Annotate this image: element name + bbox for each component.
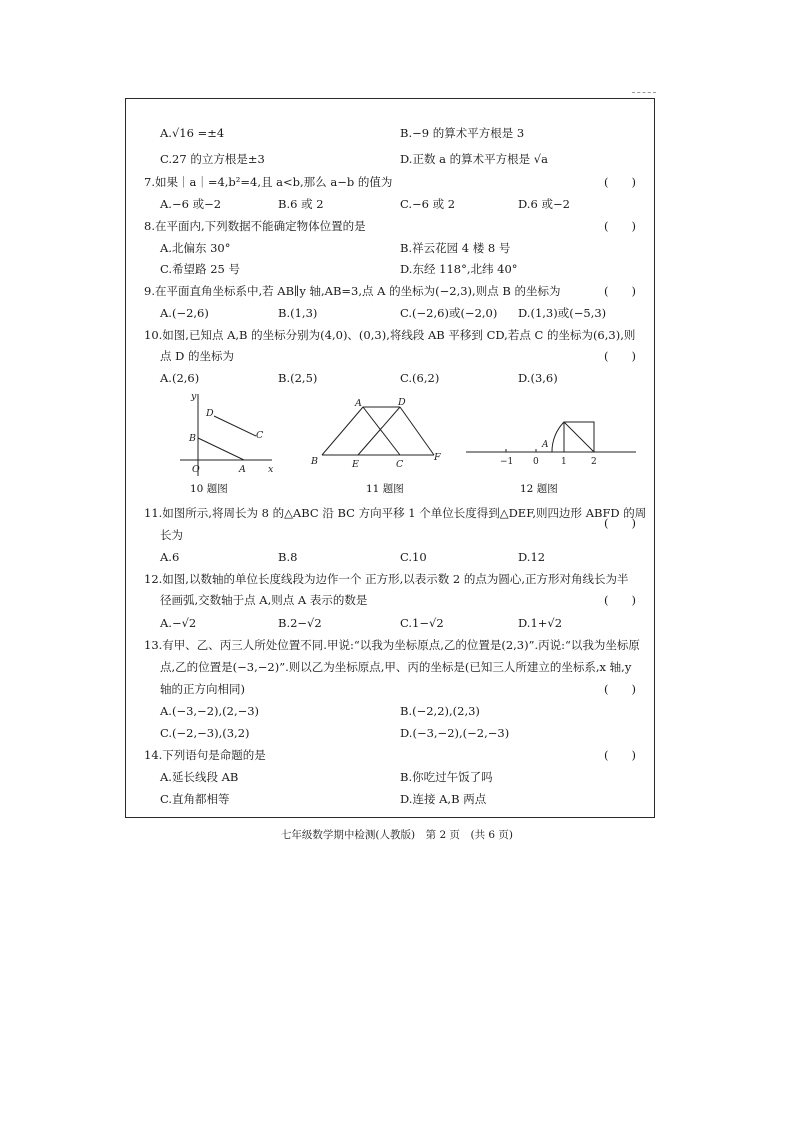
q12-text-1: 12.如图,以数轴的单位长度线段为边作一个 正方形,以表示数 2 的点为圆心,正方形对角线长为半	[144, 572, 629, 586]
q10-text-2: 点 D 的坐标为	[160, 349, 235, 363]
q7-text: 7.如果｜a｜=4,b²=4,且 a<b,那么 a−b 的值为	[144, 175, 393, 189]
q6-option-a[interactable]: A.√16 =±4	[160, 126, 225, 140]
q13-stem-line-3	[160, 678, 642, 700]
figures-svg	[160, 388, 642, 498]
f10-segment-dc	[214, 416, 256, 436]
q8-stem	[144, 215, 642, 237]
page-footer: 七年级数学期中检测(人教版) 第 2 页 (共 6 页)	[280, 829, 514, 841]
q10-text-1: 10.如图,已知点 A,B 的坐标分别为(4,0)、(0,3),将线段 AB 平移到 CD,若点 C 的坐标为(6,3),则	[144, 328, 636, 342]
q6-options-row-2	[160, 148, 642, 170]
q11-options	[160, 546, 642, 568]
q13-option-d[interactable]: D.(−3,−2),(−2,−3)	[400, 726, 510, 740]
q10-stem-line-2	[160, 345, 642, 367]
q13-text-2: 点,乙的位置是(−3,−2)”.则以乙为坐标原点,甲、丙的坐标是(已知三人所建立的坐标系,x 轴,y	[160, 660, 632, 674]
q13-stem-line-1	[144, 634, 642, 656]
q13-options-row-2	[160, 722, 642, 744]
q11-stem-line-2	[160, 516, 642, 546]
q14-option-b[interactable]: B.你吃过午饭了吗	[400, 770, 493, 784]
q10-option-c[interactable]: C.(6,2)	[400, 371, 440, 385]
q10-answer-blank[interactable]: ( )	[604, 349, 636, 363]
q11-answer-blank[interactable]: ( )	[604, 516, 636, 530]
q8-text: 8.在平面内,下列数据不能确定物体位置的是	[144, 219, 366, 233]
q12-stem-line-1	[144, 568, 642, 590]
q12-option-c[interactable]: C.1−√2	[400, 616, 444, 630]
q9-text: 9.在平面直角坐标系中,若 AB∥y 轴,AB=3,点 A 的坐标为(−2,3),则点 B 的坐标为	[144, 284, 561, 298]
q14-options-row-1	[160, 766, 642, 788]
f12-label-minus-one: −1	[500, 457, 514, 467]
f10-label-b: B	[189, 433, 196, 444]
q13-option-b[interactable]: B.(−2,2),(2,3)	[400, 704, 480, 718]
q11-option-a[interactable]: A.6	[160, 550, 180, 564]
q6-option-d[interactable]: D.正数 a 的算术平方根是 √a	[400, 152, 548, 166]
q6-option-b[interactable]: B.−9 的算术平方根是 3	[400, 126, 525, 140]
q7-option-b[interactable]: B.6 或 2	[278, 197, 324, 211]
f11-side-ed	[358, 407, 400, 455]
q11-option-d[interactable]: D.12	[518, 550, 546, 564]
q12-option-d[interactable]: D.1+√2	[518, 616, 563, 630]
q13-text-3: 轴的正方向相同)	[160, 682, 245, 696]
f11-label-d: D	[398, 397, 406, 408]
q9-option-a[interactable]: A.(−2,6)	[160, 306, 209, 320]
f11-label-a: A	[355, 398, 362, 409]
f12-caption: 12 题图	[520, 483, 558, 495]
f12-label-two: 2	[591, 457, 597, 467]
f11-label-f: F	[434, 452, 441, 463]
q12-options	[160, 612, 642, 634]
figures-row	[160, 388, 642, 498]
q11-stem-line-1	[144, 502, 647, 524]
f10-label-o: O	[192, 464, 200, 475]
figure-12	[466, 422, 636, 452]
q9-option-d[interactable]: D.(1,3)或(−5,3)	[518, 306, 607, 320]
q10-stem-line-1	[144, 324, 642, 346]
f10-label-y: y	[191, 391, 197, 402]
q13-stem-line-2	[160, 656, 642, 678]
q9-stem	[144, 280, 642, 302]
q14-option-a[interactable]: A.延长线段 AB	[160, 770, 239, 784]
f10-label-a: A	[239, 464, 246, 475]
q7-options	[160, 193, 642, 215]
q10-option-a[interactable]: A.(2,6)	[160, 371, 200, 385]
q10-options	[160, 367, 642, 389]
q7-option-c[interactable]: C.−6 或 2	[400, 197, 456, 211]
q7-stem	[144, 171, 642, 193]
q11-text-1: 11.如图所示,将周长为 8 的△ABC 沿 BC 方向平移 1 个单位长度得到△DEF,则四边形 ABFD 的周	[144, 506, 647, 520]
q9-options	[160, 302, 642, 324]
f12-label-zero: 0	[533, 457, 539, 467]
q14-answer-blank[interactable]: ( )	[604, 748, 636, 762]
q12-stem-line-2	[160, 589, 642, 611]
f12-label-one: 1	[561, 457, 567, 467]
q13-answer-blank[interactable]: ( )	[604, 682, 636, 696]
f11-label-c: C	[396, 459, 404, 470]
q13-option-a[interactable]: A.(−3,−2),(2,−3)	[160, 704, 260, 718]
f11-side-df	[400, 407, 434, 455]
q6-option-c[interactable]: C.27 的立方根是±3	[160, 152, 265, 166]
q14-stem	[144, 744, 642, 766]
q8-options-row-2	[160, 258, 642, 280]
q6-options-row-1	[160, 122, 642, 144]
q10-option-b[interactable]: B.(2,5)	[278, 371, 318, 385]
q8-option-c[interactable]: C.希望路 25 号	[160, 262, 240, 276]
f10-label-d: D	[206, 408, 214, 419]
q13-text-1: 13.有甲、乙、丙三人所处位置不同.甲说:“以我为坐标原点,乙的位置是(2,3)”.丙说:“以我为坐标原	[144, 638, 640, 652]
q14-option-d[interactable]: D.连接 A,B 两点	[400, 792, 487, 806]
q9-answer-blank[interactable]: ( )	[604, 284, 636, 298]
q7-option-a[interactable]: A.−6 或−2	[160, 197, 222, 211]
q12-text-2: 径画弧,交数轴于点 A,则点 A 表示的数是	[160, 593, 368, 607]
f11-side-ac	[363, 407, 400, 455]
q14-text: 14.下列语句是命题的是	[144, 748, 266, 762]
q8-option-d[interactable]: D.东经 118°,北纬 40°	[400, 262, 518, 276]
q7-answer-blank[interactable]: ( )	[604, 175, 636, 189]
f11-label-b: B	[311, 456, 318, 467]
q10-option-d[interactable]: D.(3,6)	[518, 371, 558, 385]
f10-caption: 10 题图	[190, 483, 228, 495]
f11-label-e: E	[352, 459, 359, 470]
q9-option-b[interactable]: B.(1,3)	[278, 306, 318, 320]
f10-label-x: x	[268, 464, 274, 475]
q13-option-c[interactable]: C.(−2,−3),(3,2)	[160, 726, 250, 740]
q11-option-c[interactable]: C.10	[400, 550, 427, 564]
q13-options-row-1	[160, 700, 642, 722]
f12-arc	[552, 422, 564, 452]
q8-options-row-1	[160, 237, 642, 259]
q9-option-c[interactable]: C.(−2,6)或(−2,0)	[400, 306, 498, 320]
f11-side-ba	[322, 407, 363, 455]
q12-option-a[interactable]: A.−√2	[160, 616, 197, 630]
q14-option-c[interactable]: C.直角都相等	[160, 792, 230, 806]
f12-diagonal	[564, 422, 594, 452]
q11-text-2: 长为	[160, 528, 183, 542]
q8-option-a[interactable]: A.北偏东 30°	[160, 241, 231, 255]
q7-option-d[interactable]: D.6 或−2	[518, 197, 570, 211]
figure-11	[322, 407, 434, 455]
q8-option-b[interactable]: B.祥云花园 4 楼 8 号	[400, 241, 511, 255]
f10-segment-ab	[198, 438, 244, 460]
q11-option-b[interactable]: B.8	[278, 550, 298, 564]
scan-mark	[632, 92, 656, 96]
f12-label-a: A	[542, 440, 549, 450]
f10-label-c: C	[256, 430, 264, 441]
q12-option-b[interactable]: B.2−√2	[278, 616, 322, 630]
q14-options-row-2	[160, 788, 642, 810]
f11-caption: 11 题图	[366, 483, 404, 495]
q8-answer-blank[interactable]: ( )	[604, 219, 636, 233]
q12-answer-blank[interactable]: ( )	[604, 593, 636, 607]
